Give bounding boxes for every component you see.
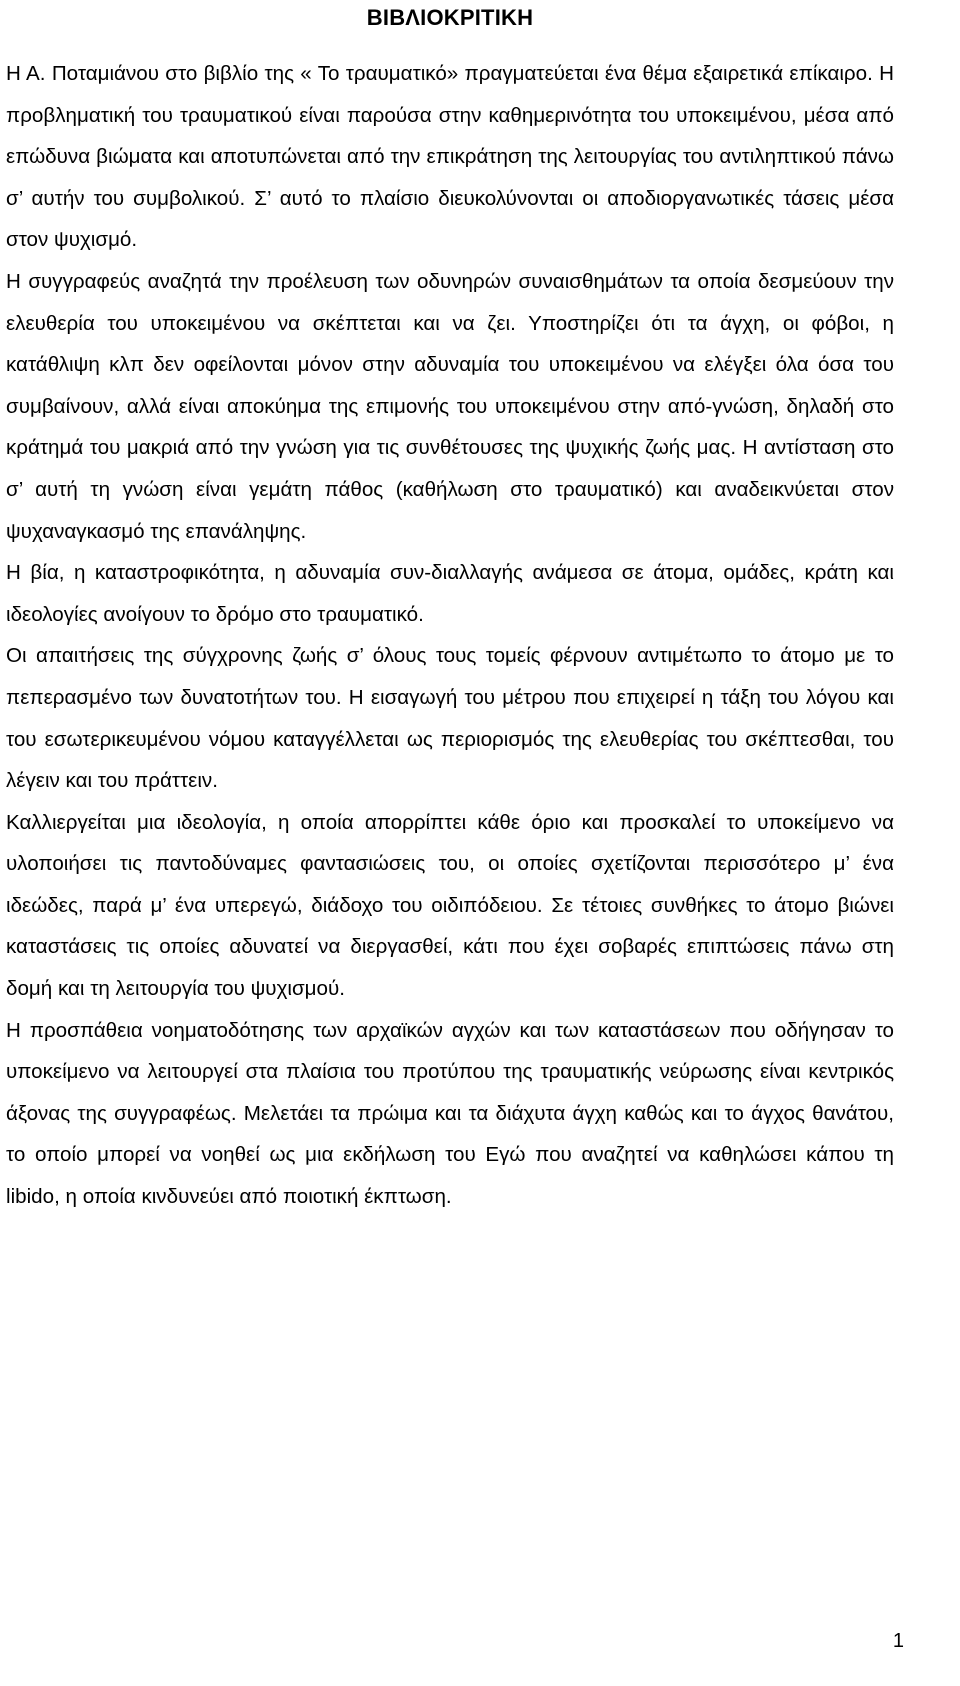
paragraph: Η βία, η καταστροφικότητα, η αδυναμία συν-διαλλαγής ανάμεσα σε άτομα, ομάδες, κράτη και ιδεολογίες ανοίγουν το δρόμο στο τραυματικό. <box>6 561 894 626</box>
paragraph: Η συγγραφεύς αναζητά την προέλευση των οδυνηρών συναισθημάτων τα οποία δεσμεύουν την ελευθερία του υποκειμένου να σκέπτεται και να ζει. Υποστηρίζει ότι τα άγχη, οι φόβοι, η κατάθλιψη κλπ δεν οφείλονται μόνον στην αδυναμία του υποκειμένου να ελέγξει όλα όσα του συμβαίνουν, αλλά είναι αποκύημα της επιμονής του υποκειμένου στην από-γνώση, δηλαδή στο κράτημά του μακριά από την γνώση για τις συνθέτουσες της ψυχικής ζωής μας. Η αντίσταση στο σ’ αυτή τη γνώση είναι γεμάτη πάθος (καθήλωση στο τραυματικό) και αναδεικνύεται στον ψυχαναγκασμό της επανάληψης. <box>6 269 894 543</box>
paragraph: Η προσπάθεια νοηματοδότησης των αρχαϊκών αγχών και των καταστάσεων που οδήγησαν το υποκείμενο να λειτουργεί στα πλαίσια του προτύπου της τραυματικής νεύρωσης είναι κεντρικός άξονας της συγγραφέως. Μελετάει τα πρώιμα και τα διάχυτα άγχη καθώς και το άγχος θανάτου, το οποίο μπορεί να νοηθεί ως μια εκδήλωση του Εγώ που αναζητεί να καθηλώσει κάπου τη libido, η οποία κινδυνεύει από ποιοτική έκπτωση. <box>6 1018 894 1209</box>
paragraph: Η Α. Ποταμιάνου στο βιβλίο της « Το τραυματικό» πραγματεύεται ένα θέμα εξαιρετικά επίκαιρο. Η προβληματική του τραυματικού είναι παρούσα στην καθημερινότητα του υποκειμένου, μέσα από επώδυνα βιώματα και αποτυπώνεται από την επικράτηση της λειτουργίας του αντιληπτικού πάνω σ’ αυτήν του συμβολικού. Σ’ αυτό το πλαίσιο διευκολύνονται οι αποδιοργανωτικές τάσεις μέσα στον ψυχισμό. <box>6 62 894 252</box>
paragraph: Οι απαιτήσεις της σύγχρονης ζωής σ’ όλους τους τομείς φέρνουν αντιμέτωπο το άτομο με το πεπερασμένο των δυνατοτήτων του. Η εισαγωγή του μέτρου που επιχειρεί η τάξη του λόγου και του εσωτερικευμένου νόμου καταγγέλλεται ως περιορισμός της ελευθερίας του σκέπτεσθαι, του λέγειν και του πράττειν. <box>6 644 894 793</box>
paragraph: Καλλιεργείται μια ιδεολογία, η οποία απορρίπτει κάθε όριο και προσκαλεί το υποκείμενο να υλοποιήσει τις παντοδύναμες φαντασιώσεις του, οι οποίες σχετίζονται περισσότερο μ’ ένα ιδεώδες, παρά μ’ ένα υπερεγώ, διάδοχο του οιδιπόδειου. Σε τέτοιες συνθήκες το άτομο βιώνει καταστάσεις τις οποίες αδυνατεί να διεργασθεί, κάτι που έχει σοβαρές επιπτώσεις πάνω στη δομή και τη λειτουργία του ψυχισμού. <box>6 810 894 1001</box>
document-page <box>6 0 894 1218</box>
document-title: ΒΙΒΛΙΟΚΡΙΤΙΚΗ <box>366 5 534 30</box>
page-number: 1 <box>892 1630 904 1652</box>
document-body <box>6 53 894 1218</box>
